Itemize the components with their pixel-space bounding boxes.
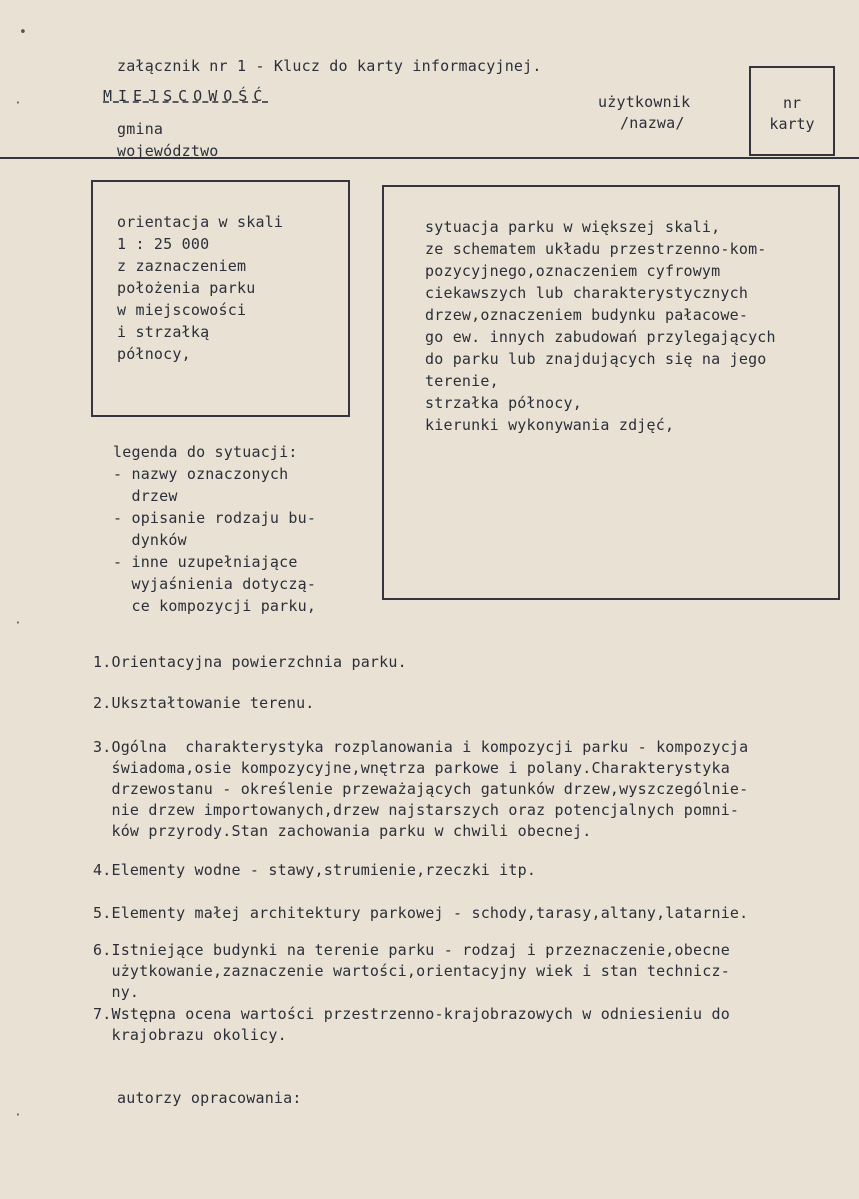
list-item-line: użytkowanie,zaznaczenie wartości,orientacyjny wiek i stan technicz- bbox=[93, 962, 730, 980]
header-divider bbox=[0, 157, 859, 159]
list-item-line: 2.Ukształtowanie terenu. bbox=[93, 694, 315, 712]
orientation-text-line: i strzałką bbox=[117, 323, 210, 341]
list-item-line: 1.Orientacyjna powierzchnia parku. bbox=[93, 653, 407, 671]
situation-text-line: drzew,oznaczeniem budynku pałacowe- bbox=[425, 306, 749, 324]
miejscowosc-label: MIEJSCOWOŚĆ bbox=[103, 87, 269, 105]
list-item-line: 7.Wstępna ocena wartości przestrzenno-krajobrazowych w odniesieniu do bbox=[93, 1005, 730, 1023]
orientation-text-line: położenia parku bbox=[117, 279, 256, 297]
situation-text-line: ze schematem układu przestrzenno-kom- bbox=[425, 240, 767, 258]
list-item-line: świadoma,osie kompozycyjne,wnętrza parkowe i polany.Charakterystyka bbox=[93, 759, 730, 777]
orientation-text-line: orientacja w skali bbox=[117, 213, 284, 231]
orientation-text-line: w miejscowości bbox=[117, 301, 247, 319]
card-number-label-karty: karty bbox=[769, 115, 815, 133]
binding-hole-mark: • bbox=[19, 25, 27, 40]
list-item-line: krajobrazu okolicy. bbox=[93, 1026, 287, 1044]
nazwa-label: /nazwa/ bbox=[620, 114, 685, 132]
situation-text-line: sytuacja parku w większej skali, bbox=[425, 218, 721, 236]
legend-text-line: - inne uzupełniające bbox=[113, 553, 298, 571]
binding-hole-mark: · bbox=[14, 616, 22, 631]
situation-text-line: terenie, bbox=[425, 372, 499, 390]
list-item-line: 5.Elementy małej architektury parkowej - schody,tarasy,altany,latarnie. bbox=[93, 904, 749, 922]
orientation-text-line: północy, bbox=[117, 345, 191, 363]
legend-text-line: drzew bbox=[113, 487, 178, 505]
card-number-label-nr: nr bbox=[782, 94, 802, 112]
card-number-box bbox=[749, 66, 835, 156]
authors-label: autorzy opracowania: bbox=[117, 1089, 302, 1107]
orientation-text-line: z zaznaczeniem bbox=[117, 257, 247, 275]
gmina-label: gmina bbox=[117, 120, 164, 138]
situation-text-line: kierunki wykonywania zdjęć, bbox=[425, 416, 675, 434]
situation-text-line: strzałka północy, bbox=[425, 394, 582, 412]
list-item-line: 3.Ogólna charakterystyka rozplanowania i kompozycji parku - kompozycja bbox=[93, 738, 749, 756]
list-item-line: 4.Elementy wodne - stawy,strumienie,rzeczki itp. bbox=[93, 861, 537, 879]
list-item-line: ków przyrody.Stan zachowania parku w chwili obecnej. bbox=[93, 822, 592, 840]
binding-hole-mark: · bbox=[14, 96, 22, 111]
binding-hole-mark: · bbox=[14, 1108, 22, 1123]
list-item-line: 6.Istniejące budynki na terenie parku - rodzaj i przeznaczenie,obecne bbox=[93, 941, 730, 959]
list-item-line: ny. bbox=[93, 983, 140, 1001]
situation-text-line: pozycyjnego,oznaczeniem cyfrowym bbox=[425, 262, 721, 280]
document-title: załącznik nr 1 - Klucz do karty informacyjnej. bbox=[117, 57, 542, 75]
legend-text-line: - opisanie rodzaju bu- bbox=[113, 509, 317, 527]
wojewodztwo-label: województwo bbox=[117, 142, 219, 160]
legend-text-line: wyjaśnienia dotyczą- bbox=[113, 575, 317, 593]
uzytkownik-label: użytkownik bbox=[598, 93, 691, 111]
situation-text-line: do parku lub znajdujących się na jego bbox=[425, 350, 767, 368]
legend-text-line: ce kompozycji parku, bbox=[113, 597, 317, 615]
orientation-text-line: 1 : 25 000 bbox=[117, 235, 210, 253]
list-item-line: nie drzew importowanych,drzew najstarszych oraz potencjalnych pomni- bbox=[93, 801, 740, 819]
situation-text-line: go ew. innych zabudowań przylegających bbox=[425, 328, 776, 346]
situation-text-line: ciekawszych lub charakterystycznych bbox=[425, 284, 749, 302]
legend-text-line: legenda do sytuacji: bbox=[113, 443, 298, 461]
legend-text-line: - nazwy oznaczonych bbox=[113, 465, 289, 483]
list-item-line: drzewostanu - określenie przeważających gatunków drzew,wyszczególnie- bbox=[93, 780, 749, 798]
legend-text-line: dynków bbox=[113, 531, 187, 549]
